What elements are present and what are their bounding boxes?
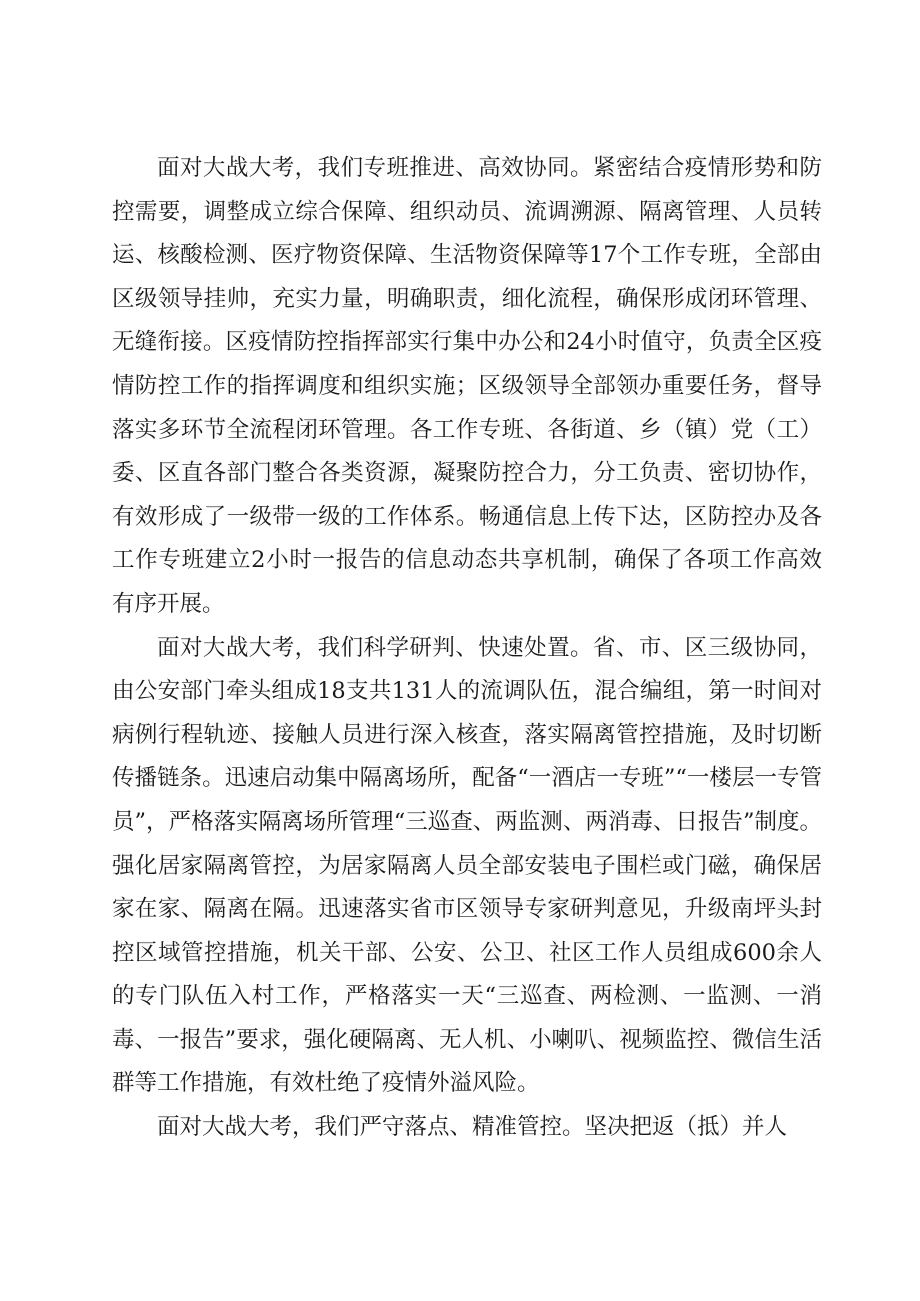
paragraph-3: 面对大战大考，我们严守落点、精准管控。坚决把返（抵）并人 [157,1114,788,1141]
paragraph-1: 面对大战大考，我们专班推进、高效协同。紧密结合疫情形势和防控需要，调整成立综合保障、组织动员、流调溯源、隔离管理、人员转运、核酸检测、医疗物资保障、生活物资保障等17个工作专班，全部由区级领导挂帅，充实力量，明确职责，细化流程，确保形成闭环管理、无缝衔接。区疫情防控指挥部实行集中办公和24小时值守，负责全区疫情防控工作的指挥调度和组织实施；区级领导全部领办重要任务，督导落实多环节全流程闭环管理。各工作专班、各街道、乡（镇）党（工）委、区直各部门整合各类资源，凝聚防控合力，分工负责、密切协作，有效形成了一级带一级的工作体系。畅通信息上传下达，区防控办及各工作专班建立2小时一报告的信息动态共享机制，确保了各项工作高效有序开展。 [112,155,822,617]
body-text [112,147,822,1150]
paragraph-2: 面对大战大考，我们科学研判、快速处置。省、市、区三级协同，由公安部门牵头组成18支共131人的流调队伍，混合编组，第一时间对病例行程轨迹、接触人员进行深入核查，落实隔离管控措施，及时切断传播链条。迅速启动集中隔离场所，配备“一酒店一专班”“一楼层一专管员”，严格落实隔离场所管理“三巡查、两监测、两消毒、日报告”制度。强化居家隔离管控，为居家隔离人员全部安装电子围栏或门磁，确保居家在家、隔离在隔。迅速落实省市区领导专家研判意见，升级南坪头封控区域管控措施，机关干部、公安、公卫、社区工作人员组成600余人的专门队伍入村工作，严格落实一天“三巡查、两检测、一监测、一消毒、一报告”要求，强化硬隔离、无人机、小喇叭、视频监控、微信生活群等工作措施，有效杜绝了疫情外溢风险。 [112,634,822,1097]
